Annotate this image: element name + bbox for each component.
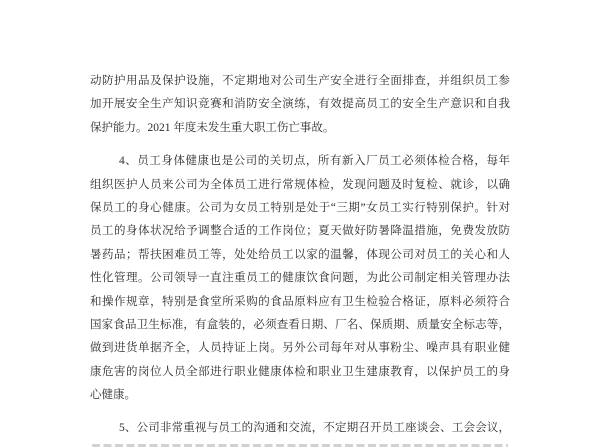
text-line: 心健康。 <box>90 389 136 402</box>
text-line: 5、公司非常重视与员工的沟通和交流，不定期召开员工座谈会、工会会议， <box>119 422 510 435</box>
text-line: 和操作规章，特别是食堂所采购的食品原料应有卫生检验合格证，原料必须符合 <box>90 295 510 308</box>
paragraph-5 <box>90 417 510 440</box>
text-line: 国家食品卫生标准，有盒装的，必须查看日期、厂名、保质期、质量安全标志等， <box>90 318 510 331</box>
text-line: 4、员工身体健康也是公司的关切点，所有新入厂员工必须体检合格，每年 <box>119 155 510 168</box>
paragraph-4 <box>90 150 510 407</box>
text-block <box>90 70 510 441</box>
paragraph-continuation <box>90 70 510 140</box>
cutoff-text-line <box>92 444 508 447</box>
text-line: 加开展安全生产知识竞赛和消防安全演练，有效提高员工的安全生产意识和自我 <box>90 98 510 111</box>
text-line: 性化管理。公司领导一直注重员工的健康饮食问题，为此公司制定相关管理办法 <box>90 272 510 285</box>
text-line: 暑药品；帮扶困难员工等，处处给员工以家的温馨，体现公司对员工的关心和人 <box>90 248 510 261</box>
text-line: 组织医护人员来公司为全体员工进行常规体检，发现问题及时复检、就诊，以确 <box>90 178 510 191</box>
text-line: 保员工的身心健康。公司为女员工特别是处于“三期”女员工实行特别保护。针对 <box>90 201 510 214</box>
text-line: 做到进货单据齐全，人员持证上岗。另外公司每年对从事粉尘、噪声具有职业健 <box>90 342 510 355</box>
text-line: 康危害的岗位人员全部进行职业健康体检和职业卫生建康教育，以保护员工的身 <box>90 365 510 378</box>
text-line: 保护能力。2021 年度未发生重大职工伤亡事故。 <box>90 121 335 134</box>
text-line: 动防护用品及保护设施，不定期地对公司生产安全进行全面排查，并组织员工参 <box>90 75 510 87</box>
text-line: 员工的身体状况给予调整合适的工作岗位；夏天做好防暑降温措施，免费发放防 <box>90 225 510 238</box>
